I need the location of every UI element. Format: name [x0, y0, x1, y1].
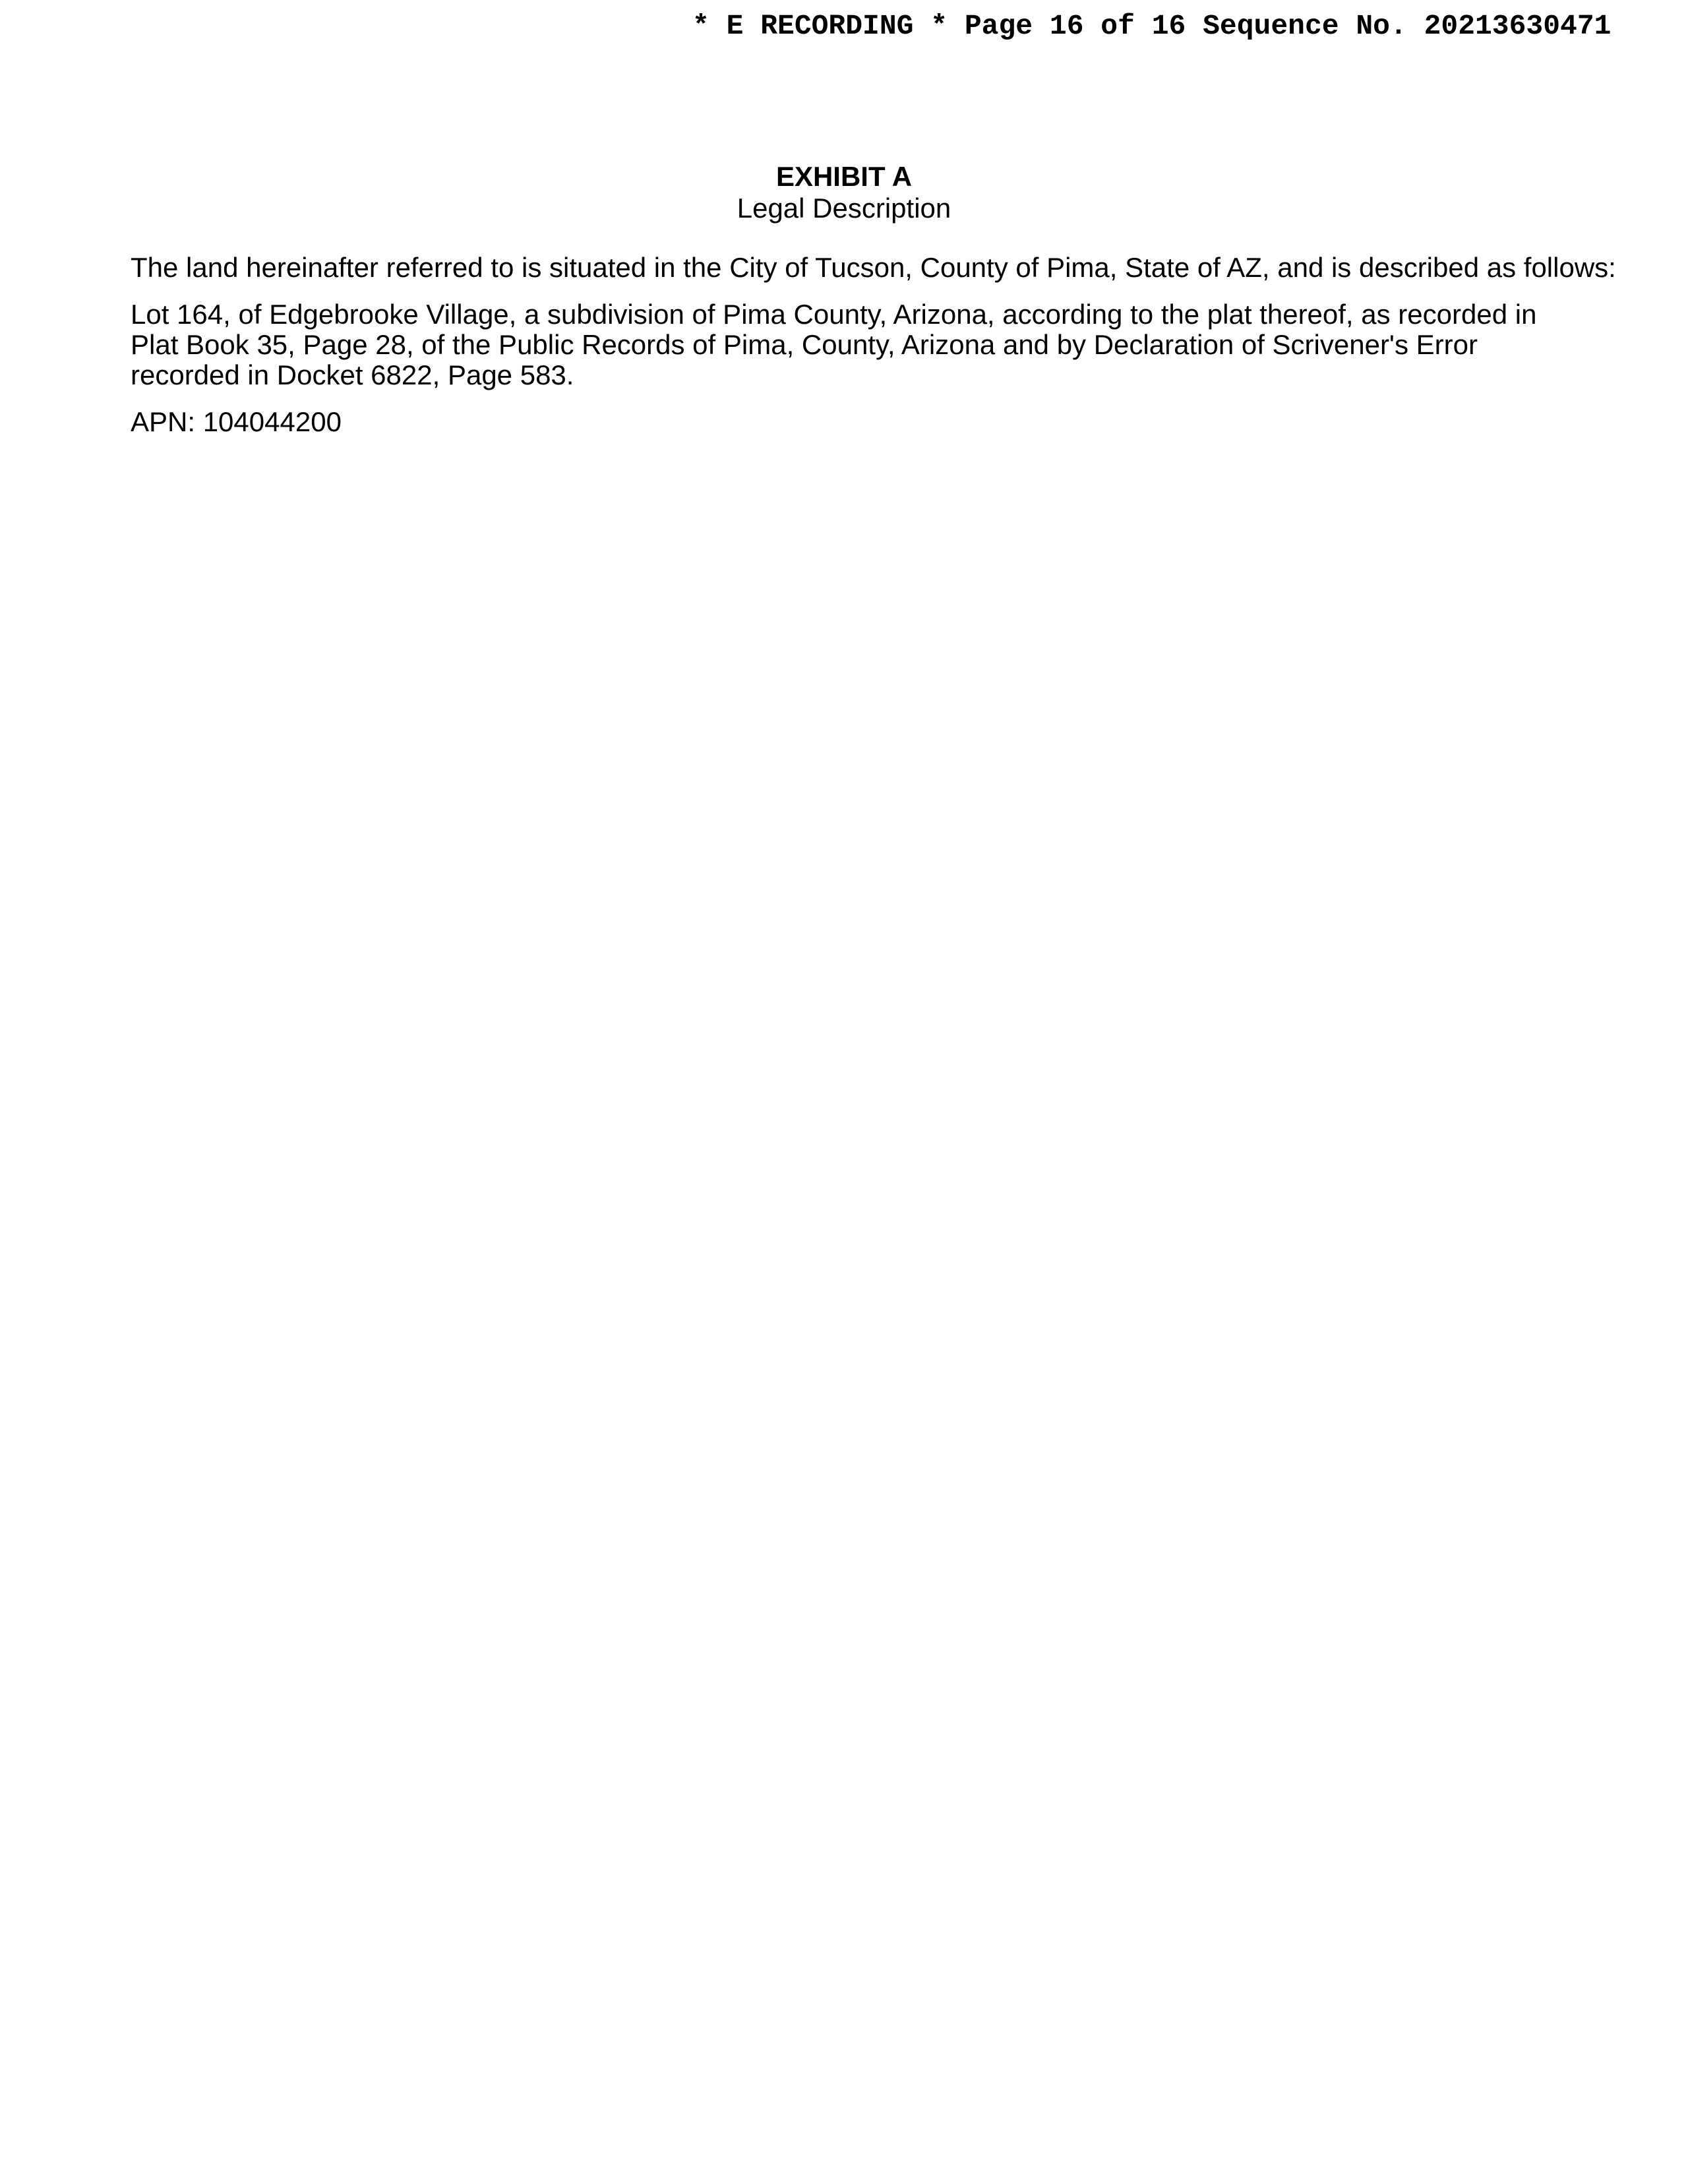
intro-paragraph: The land hereinafter referred to is situated in the City of Tucson, County of Pima, State of AZ, and is described as follows:	[131, 252, 1616, 283]
lot-description-paragraph: Lot 164, of Edgebrooke Village, a subdivision of Pima County, Arizona, according to the plat thereof, as recorded in Plat Book 35, Page 28, of the Public Records of Pima, County, Arizona and by Declaration of Scrivener's Error recorded in Docket 6822, Page 583.	[131, 299, 1537, 390]
exhibit-heading	[0, 161, 1688, 224]
recording-header: * E RECORDING * Page 16 of 16 Sequence No. 20213630471	[692, 10, 1612, 42]
exhibit-title: EXHIBIT A	[775, 161, 913, 192]
exhibit-subtitle: Legal Description	[737, 193, 951, 224]
apn-line: APN: 104044200	[131, 406, 342, 437]
